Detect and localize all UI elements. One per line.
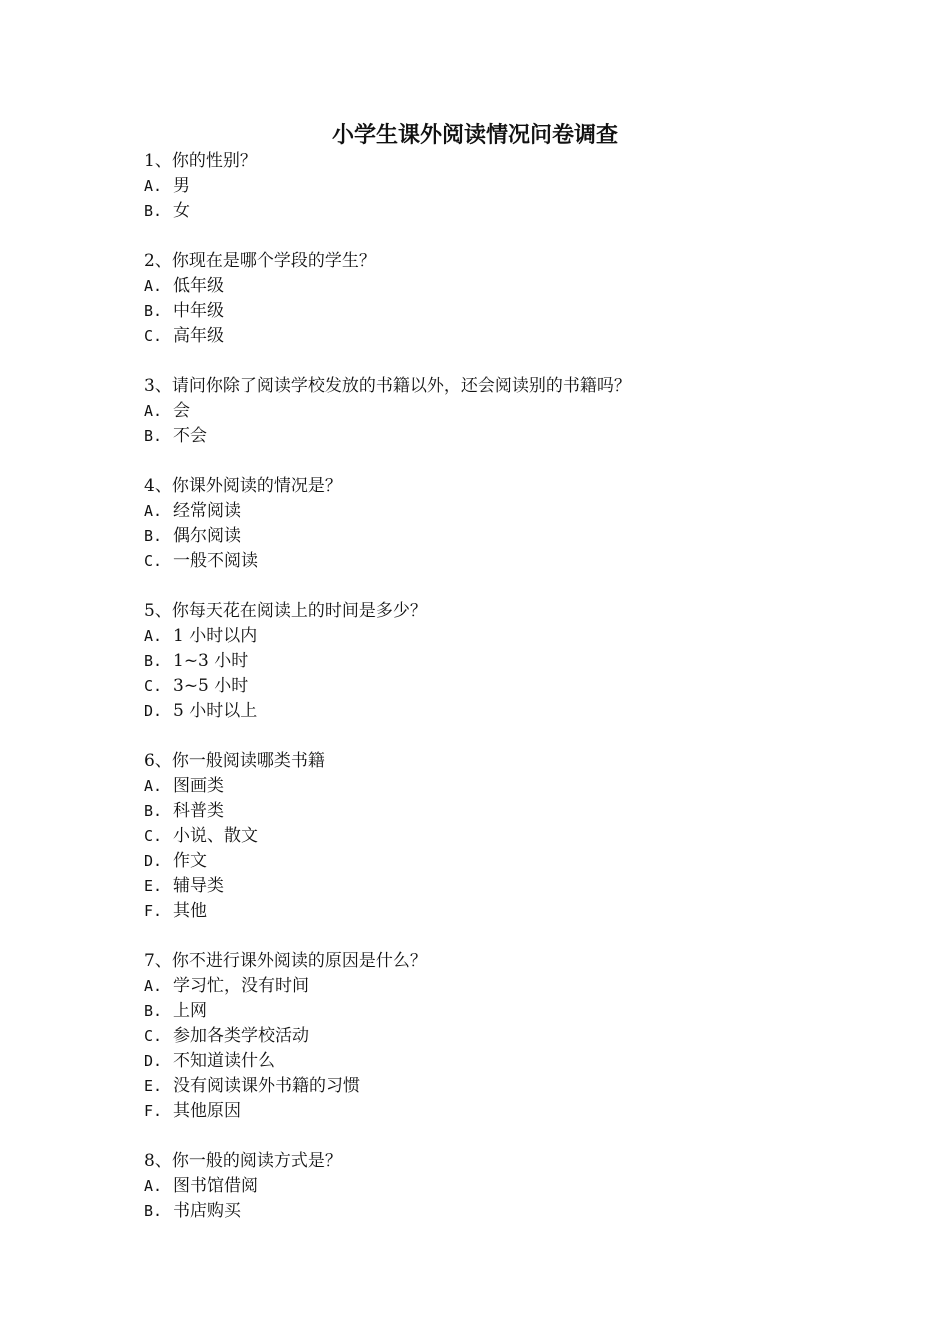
option-letter: A.: [144, 502, 163, 520]
option-letter: B.: [144, 427, 163, 445]
option-text: 低年级: [173, 276, 224, 296]
option-letter: C.: [144, 552, 163, 570]
option-text: 学习忙，没有时间: [173, 976, 309, 996]
option-text: 没有阅读课外书籍的习惯: [173, 1076, 360, 1096]
option-letter: A.: [144, 1177, 163, 1195]
option-text: 作文: [173, 851, 207, 871]
option-item: [144, 674, 824, 699]
option-letter: B.: [144, 1002, 163, 1020]
option-text: 会: [173, 401, 190, 421]
question-6: [144, 749, 824, 924]
option-text: 男: [173, 176, 190, 196]
option-item: [144, 324, 824, 349]
option-item: [144, 1099, 824, 1124]
option-text: 女: [173, 201, 190, 221]
option-item: [144, 524, 824, 549]
option-item: [144, 1074, 824, 1099]
option-text: 其他原因: [173, 1101, 241, 1121]
option-text: 辅导类: [173, 876, 224, 896]
option-text: 图画类: [173, 776, 224, 796]
question-2: [144, 249, 824, 349]
questionnaire-body: [144, 149, 824, 1249]
question-4: [144, 474, 824, 574]
option-item: [144, 1199, 824, 1224]
option-item: [144, 199, 824, 224]
option-text: 图书馆借阅: [173, 1176, 258, 1196]
question-text: 5、你每天花在阅读上的时间是多少？: [144, 601, 427, 621]
option-letter: D.: [144, 852, 163, 870]
option-item: [144, 899, 824, 924]
option-item: [144, 1049, 824, 1074]
option-text: 中年级: [173, 301, 224, 321]
option-text: 经常阅读: [173, 501, 241, 521]
option-letter: A.: [144, 977, 163, 995]
option-item: [144, 424, 824, 449]
question-text: 6、你一般阅读哪类书籍: [144, 751, 325, 771]
option-text: 1~3 小时: [173, 651, 249, 671]
option-letter: B.: [144, 652, 163, 670]
option-text: 偶尔阅读: [173, 526, 241, 546]
question-text: 8、你一般的阅读方式是？: [144, 1151, 342, 1171]
option-item: [144, 999, 824, 1024]
option-item: [144, 499, 824, 524]
option-letter: B.: [144, 527, 163, 545]
option-text: 一般不阅读: [173, 551, 258, 571]
option-item: [144, 1174, 824, 1199]
question-1: [144, 149, 824, 224]
option-item: [144, 774, 824, 799]
option-item: [144, 649, 824, 674]
option-letter: F.: [144, 902, 163, 920]
option-item: [144, 849, 824, 874]
option-text: 不会: [173, 426, 207, 446]
option-text: 参加各类学校活动: [173, 1026, 309, 1046]
question-text: 1、你的性别？: [144, 151, 257, 171]
option-text: 5 小时以上: [173, 701, 258, 721]
option-letter: B.: [144, 302, 163, 320]
option-letter: C.: [144, 827, 163, 845]
question-text: 3、请问你除了阅读学校发放的书籍以外，还会阅读别的书籍吗？: [144, 376, 631, 396]
option-item: [144, 1024, 824, 1049]
option-text: 1 小时以内: [173, 626, 258, 646]
option-text: 不知道读什么: [173, 1051, 275, 1071]
option-item: [144, 399, 824, 424]
option-letter: A.: [144, 627, 163, 645]
option-text: 3~5 小时: [173, 676, 249, 696]
option-text: 高年级: [173, 326, 224, 346]
option-item: [144, 974, 824, 999]
option-letter: B.: [144, 802, 163, 820]
option-text: 科普类: [173, 801, 224, 821]
option-letter: A.: [144, 777, 163, 795]
option-item: [144, 274, 824, 299]
option-item: [144, 874, 824, 899]
option-letter: D.: [144, 1052, 163, 1070]
option-letter: F.: [144, 1102, 163, 1120]
option-item: [144, 549, 824, 574]
option-letter: B.: [144, 202, 163, 220]
question-7: [144, 949, 824, 1124]
option-letter: C.: [144, 1027, 163, 1045]
option-letter: A.: [144, 277, 163, 295]
question-8: [144, 1149, 824, 1224]
option-item: [144, 824, 824, 849]
option-text: 上网: [173, 1001, 207, 1021]
option-letter: D.: [144, 702, 163, 720]
option-letter: A.: [144, 177, 163, 195]
option-item: [144, 624, 824, 649]
option-item: [144, 174, 824, 199]
question-text: 2、你现在是哪个学段的学生？: [144, 251, 376, 271]
option-item: [144, 699, 824, 724]
page-title: 小学生课外阅读情况问卷调查: [331, 123, 618, 148]
option-item: [144, 799, 824, 824]
option-text: 其他: [173, 901, 207, 921]
option-letter: B.: [144, 1202, 163, 1220]
option-letter: C.: [144, 327, 163, 345]
option-item: [144, 299, 824, 324]
question-5: [144, 599, 824, 724]
option-letter: E.: [144, 877, 163, 895]
option-letter: E.: [144, 1077, 163, 1095]
question-text: 4、你课外阅读的情况是？: [144, 476, 342, 496]
question-3: [144, 374, 824, 449]
option-letter: C.: [144, 677, 163, 695]
option-text: 小说、散文: [173, 826, 258, 846]
question-text: 7、你不进行课外阅读的原因是什么？: [144, 951, 427, 971]
option-text: 书店购买: [173, 1201, 241, 1221]
option-letter: A.: [144, 402, 163, 420]
